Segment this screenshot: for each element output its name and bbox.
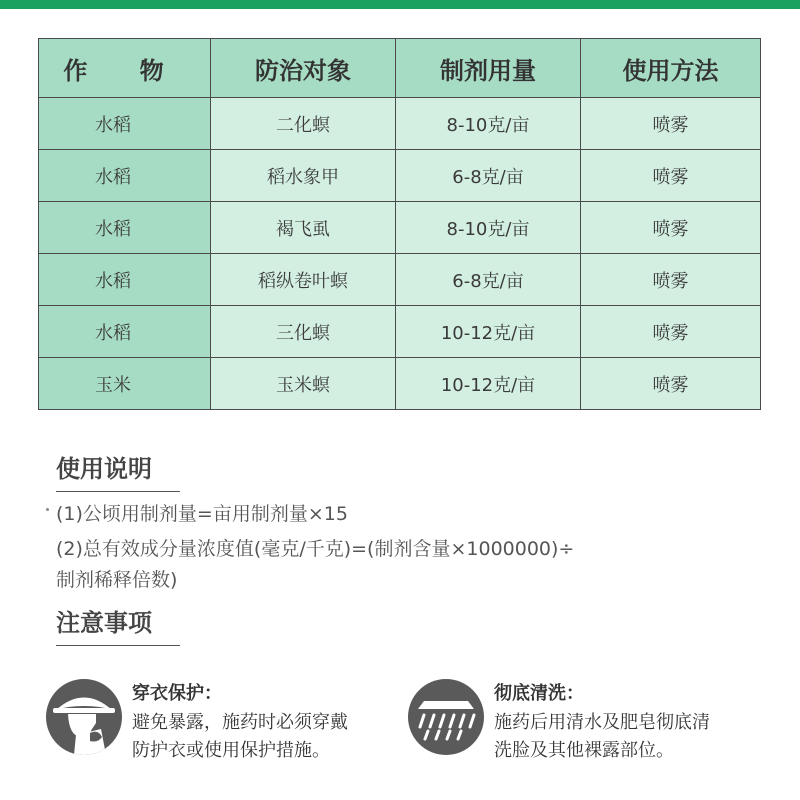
usage-title-underline [56,491,180,492]
caution-section-title [56,603,152,646]
header-target: 防治对象 [211,39,396,98]
caution-title-text: 注意事项 [56,609,152,637]
usage-line-1-text: (1)公顷用制剂量=亩用制剂量×15 [56,503,348,525]
protective-gear-icon [46,679,122,755]
cell-crop: 水稻 [39,98,211,150]
table-row [39,254,761,306]
cell-dosage: 6-8克/亩 [396,254,581,306]
precaution-line: 防护衣或使用保护措施。 [132,740,330,761]
cell-crop: 水稻 [39,306,211,358]
table-row [39,98,761,150]
cell-target: 二化螟 [211,98,396,150]
table-row [39,306,761,358]
caution-title-underline [56,645,180,646]
shower-wash-icon [408,679,484,755]
cell-dosage: 10-12克/亩 [396,358,581,410]
precaution-title: 彻底清洗： [494,683,584,704]
table-row [39,150,761,202]
cell-crop: 水稻 [39,254,211,306]
header-crop: 作 物 [39,39,211,98]
table-row [39,202,761,254]
cell-method: 喷雾 [581,202,761,254]
precaution-line: 洗脸及其他裸露部位。 [494,740,674,761]
precaution-title: 穿衣保护： [132,683,222,704]
table-header-row [39,39,761,98]
cell-target: 褐飞虱 [211,202,396,254]
cell-target: 三化螟 [211,306,396,358]
usage-title-text: 使用说明 [56,455,152,483]
cell-method: 喷雾 [581,254,761,306]
cell-target: 稻水象甲 [211,150,396,202]
header-method: 使用方法 [581,39,761,98]
cell-crop: 玉米 [39,358,211,410]
cell-crop: 水稻 [39,150,211,202]
precaution-line: 施药后用清水及肥皂彻底清 [494,712,710,733]
usage-line-1 [56,499,348,526]
cell-method: 喷雾 [581,150,761,202]
cell-dosage: 6-8克/亩 [396,150,581,202]
header-dosage: 制剂用量 [396,39,581,98]
cell-dosage: 8-10克/亩 [396,98,581,150]
usage-section-title [56,449,152,492]
top-accent-stripe [0,0,800,9]
cell-target: 玉米螟 [211,358,396,410]
usage-line-2: (2)总有效成分量浓度值(毫克/千克)=(制剂含量×1000000)÷ [56,538,575,560]
precaution-line: 避免暴露，施药时必须穿戴 [132,712,348,733]
cell-method: 喷雾 [581,306,761,358]
usage-table [38,38,761,410]
usage-line-3: 制剂稀释倍数) [56,569,178,591]
bullet-dot [46,508,49,511]
table-row [39,358,761,410]
cell-crop: 水稻 [39,202,211,254]
cell-dosage: 8-10克/亩 [396,202,581,254]
cell-target: 稻纵卷叶螟 [211,254,396,306]
cell-dosage: 10-12克/亩 [396,306,581,358]
cell-method: 喷雾 [581,358,761,410]
cell-method: 喷雾 [581,98,761,150]
